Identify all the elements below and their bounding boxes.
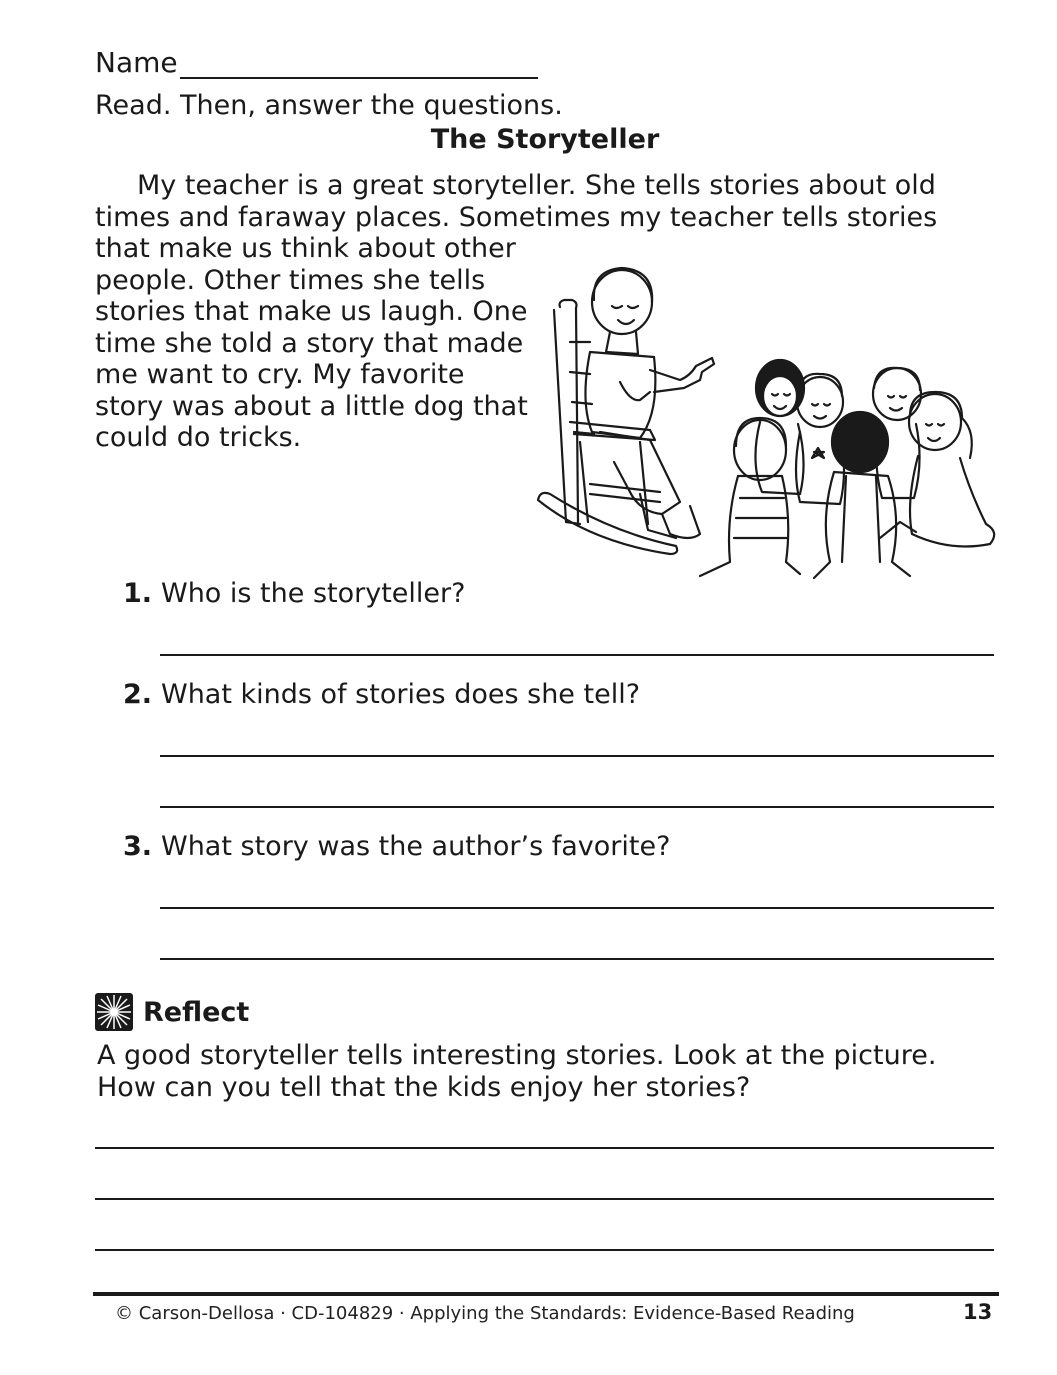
- answer-line[interactable]: [160, 806, 994, 808]
- question-1: [123, 578, 465, 609]
- passage-paragraph-top: My teacher is a great storyteller. She tells stories about old times and faraway places. Sometimes my teacher tells stories: [95, 170, 938, 233]
- answer-line[interactable]: [95, 1147, 994, 1149]
- question-text: What kinds of stories does she tell?: [161, 679, 641, 710]
- answer-line[interactable]: [95, 1198, 994, 1200]
- question-2: [123, 679, 640, 710]
- question-text: What story was the author’s favorite?: [161, 831, 671, 862]
- reflect-title: Reflect: [143, 996, 250, 1028]
- starburst-icon: [95, 993, 133, 1031]
- name-label: Name: [95, 46, 178, 79]
- answer-line[interactable]: [95, 1249, 994, 1251]
- answer-line[interactable]: [160, 755, 994, 757]
- instructions: Read. Then, answer the questions.: [95, 90, 563, 121]
- child-figure: [700, 418, 800, 576]
- question-number: 2.: [123, 679, 153, 710]
- footer-divider: [93, 1292, 999, 1296]
- answer-line[interactable]: [160, 654, 994, 656]
- name-field[interactable]: [95, 46, 538, 79]
- answer-line[interactable]: [160, 958, 994, 960]
- passage-title: The Storyteller: [430, 124, 660, 155]
- question-number: 1.: [123, 578, 153, 609]
- reflect-prompt: A good storyteller tells interesting stories. Look at the picture. How can you tell that the kids enjoy her stories?: [97, 1040, 937, 1103]
- footer-credit: © Carson-Dellosa · CD-104829 · Applying the Standards: Evidence-Based Reading: [115, 1303, 855, 1324]
- question-3: [123, 831, 670, 862]
- passage-paragraph-side: that make us think about other people. Other times she tells stories that make us laugh. One time she told a story that made me want to cry. My favorite story was about a little dog that could do tricks.: [95, 233, 528, 453]
- name-answer-line[interactable]: [180, 51, 538, 79]
- child-figure: [814, 412, 910, 578]
- teacher-figure: [585, 268, 714, 538]
- page-number: 13: [963, 1300, 993, 1324]
- question-text: Who is the storyteller?: [161, 578, 466, 609]
- rocking-chair-icon: [538, 300, 677, 554]
- storyteller-illustration: [530, 262, 1005, 582]
- reflect-heading: [95, 993, 249, 1031]
- question-number: 3.: [123, 831, 153, 862]
- answer-line[interactable]: [160, 907, 994, 909]
